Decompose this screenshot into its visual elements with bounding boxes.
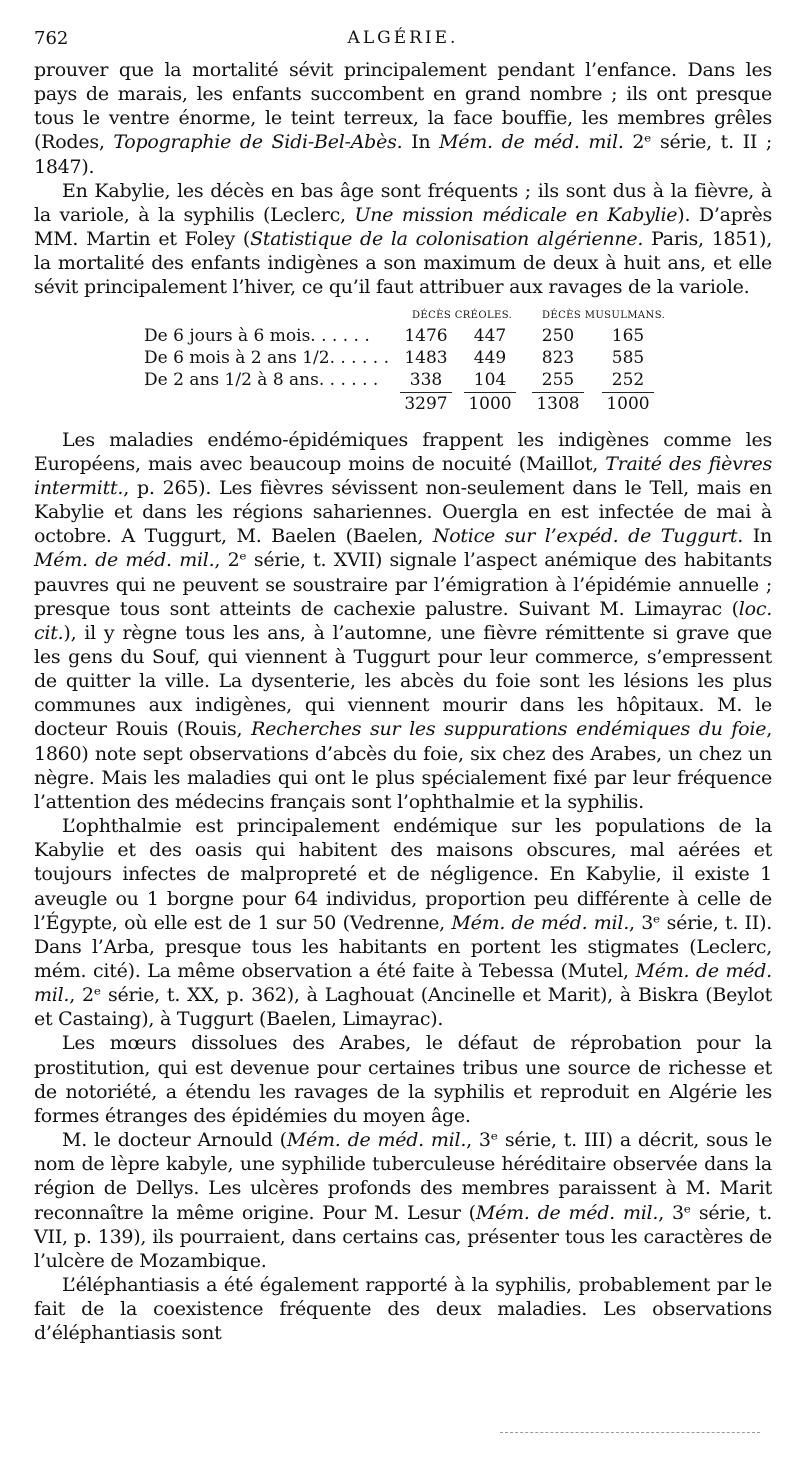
page-bottom-rule: [500, 1432, 760, 1433]
text-run: L’ophthalmie est principalement endémique sur les populations de la Kabylie et des oasis qui habitent des maisons obscures, mal aérées et toujours infectes de malpropreté et de négligence. En Kabylie, il existe 1 aveugle ou 1 borgne pour 64 individus, proportion peu différente à celle de l’Égypte, où elle est de 1 sur 50 (Vedrenne,: [34, 815, 772, 934]
cell: 104: [473, 369, 507, 390]
total-cell: 1308: [536, 393, 580, 414]
total-cell: 3297: [404, 393, 448, 414]
row-label: De 2 ans 1/2 à 8 ans. . . . . .: [144, 369, 379, 390]
book-page: [34, 26, 772, 1346]
italic-citation: Mém. de méd. mil.: [439, 131, 624, 154]
paragraph-2: [34, 179, 772, 300]
text-run: ). D’après MM. Martin et Foley (: [34, 203, 772, 251]
cell: 1483: [404, 347, 448, 368]
paragraph-7: [34, 1273, 772, 1345]
text-run: prouver que la mortalité sévit principalement pendant l’enfance. Dans les pays de marais, les enfants succombent en grand nombre ; ils ont presque tous le ventre énorme, le teint terreux, la face bouffie, les membres grêles (Rodes,: [34, 59, 772, 154]
text-run: , 1860) note sept observations d’abcès du foie, six chez des Arabes, un chez un nègre. Mais les maladies qui ont le plus spécialement fixé par leur fréquence l’attention des médecins français sont l’ophthalmie et la syphilis.: [34, 718, 772, 813]
italic-citation: Topographie de Sidi-Bel-Abès: [113, 131, 397, 154]
paragraph-1: [34, 58, 772, 179]
paragraph-5: [34, 1031, 772, 1128]
italic-citation: loc. cit.: [34, 597, 772, 644]
text-run: , p. 265). Les fièvres sévissent non-seulement dans le Tell, mais en Kabylie et dans les régions sahariennes. Ouergla en est infectée de mai à octobre. A Tuggurt, M. Baelen (Baelen,: [34, 476, 772, 548]
page-header: [34, 26, 772, 58]
sum-rule: [602, 392, 654, 393]
header-deces-musulmans: DÉCÈS MUSULMANS.: [542, 309, 666, 321]
cell: 585: [611, 347, 645, 368]
table-totals-row: [34, 394, 772, 415]
text-run: . In: [396, 131, 440, 154]
text-run: , 2ᵉ série, t. XX, p. 362), à Laghouat (Ancinelle et Marit), à Biskra (Beylot et Castaing), à Tuggurt (Baelen, Limayrac).: [34, 984, 772, 1031]
cell: 255: [541, 369, 575, 390]
table-row: [34, 326, 772, 347]
italic-citation: Mém. de méd. mil.: [475, 1201, 659, 1224]
cell: 250: [541, 325, 575, 346]
cell: 338: [409, 369, 443, 390]
text-run: , 2ᵉ série, t. XVII) signale l’aspect anémique des habitants pauvres qui ne peuvent se soustraire par l’émigration à l’épidémie annuelle ; presque tous sont atteints de cachexie palustre. Suivant M. Limayrac (: [34, 549, 773, 620]
total-cell: 1000: [606, 393, 650, 414]
italic-citation: Mém. de méd. mil.: [286, 1129, 467, 1152]
table-row: [34, 348, 772, 369]
text-run: 2ᵉ série, t. II ; 1847).: [34, 131, 772, 178]
text-run: , 3ᵉ série, t. III) a décrit, sous le nom de lèpre kabyle, une syphilide tuberculeuse héréditaire observée dans la région de Dellys. Les ulcères profonds des membres paraissent à M. Marit reconnaître la même origine. Pour M. Lesur (: [34, 1129, 772, 1224]
cell: 447: [473, 325, 507, 346]
italic-citation: Notice sur l’expéd. de Tuggurt: [432, 525, 738, 548]
italic-citation: Mém. de méd. mil.: [34, 960, 772, 1007]
text-run: M. le docteur Arnould (: [62, 1129, 287, 1152]
sum-rule: [532, 392, 584, 393]
sum-rule: [400, 392, 452, 393]
text-run: Les maladies endémo-épidémiques frappent les indigènes comme les Européens, mais avec beaucoup moins de nocuité (Maillot,: [34, 428, 772, 475]
text-run: , 3ᵉ série, t. II). Dans l’Arba, presque tous les habitants en portent les stigmates (Leclerc, mém. cité). La même observation a été faite à Tebessa (Mutel,: [34, 911, 773, 982]
cell: 252: [611, 369, 645, 390]
sum-rule: [464, 392, 516, 393]
paragraph-4: [34, 814, 772, 1031]
cell: 165: [611, 325, 645, 346]
mortality-table: [34, 310, 772, 418]
italic-citation: Mém. de méd. mil.: [451, 911, 629, 934]
cell: 1476: [404, 325, 448, 346]
row-label: De 6 jours à 6 mois. . . . . .: [144, 325, 370, 346]
text-run: L’éléphantiasis a été également rapporté à la syphilis, probablement par le fait de la coexistence fréquente des deux maladies. Les observations d’éléphantiasis sont: [34, 1274, 772, 1345]
running-title: ALGÉRIE.: [347, 28, 459, 48]
italic-citation: Mém. de méd. mil.: [34, 549, 215, 572]
text-run: Les mœurs dissolues des Arabes, le défaut de réprobation pour la prostitution, qui est devenue pour certaines tribus une source de richesse et de notoriété, a étendu les ravages de la syphilis et reproduit en Algérie les formes étranges des épidémies du moyen âge.: [34, 1032, 772, 1127]
text-run: , 3ᵉ série, t. VII, p. 139), ils pourraient, dans certains cas, présenter tous les caractères de l’ulcère de Mozambique.: [34, 1201, 773, 1272]
header-deces-creoles: DÉCÈS CRÉOLES.: [412, 309, 513, 321]
cell: 823: [541, 347, 575, 368]
italic-citation: Traité des fièvres intermitt.: [34, 452, 772, 499]
paragraph-6: [34, 1128, 772, 1273]
page-number: 762: [34, 28, 69, 49]
text-run: . In: [737, 525, 773, 548]
total-cell: 1000: [468, 393, 512, 414]
italic-citation: Statistique de la colonisation algérienne.: [250, 228, 644, 251]
text-run: Paris, 1851), la mortalité des enfants indigènes a son maximum de deux à huit ans, et elle sévit principalement l’hiver, ce qu’il faut attribuer aux ravages de la variole.: [34, 228, 772, 299]
paragraph-3: [34, 428, 772, 815]
italic-citation: Une mission médicale en Kabylie: [354, 203, 678, 226]
table-row: [34, 370, 772, 391]
cell: 449: [473, 347, 507, 368]
italic-citation: Recherches sur les suppurations endémiques du foie: [251, 718, 767, 741]
text-run: ), il y règne tous les ans, à l’automne, une fièvre rémittente si grave que les gens du Souf, qui viennent à Tuggurt pour leur commerce, s’empressent de quitter la ville. La dysenterie, les abcès du foie sont les lésions les plus communes aux indigènes, qui viennent mourir dans les hôpitaux. M. le docteur Rouis (Rouis,: [34, 621, 772, 741]
row-label: De 6 mois à 2 ans 1/2. . . . . .: [144, 347, 390, 368]
text-run: En Kabylie, les décès en bas âge sont fréquents ; ils sont dus à la fièvre, à la variole, à la syphilis (Leclerc,: [34, 179, 772, 226]
